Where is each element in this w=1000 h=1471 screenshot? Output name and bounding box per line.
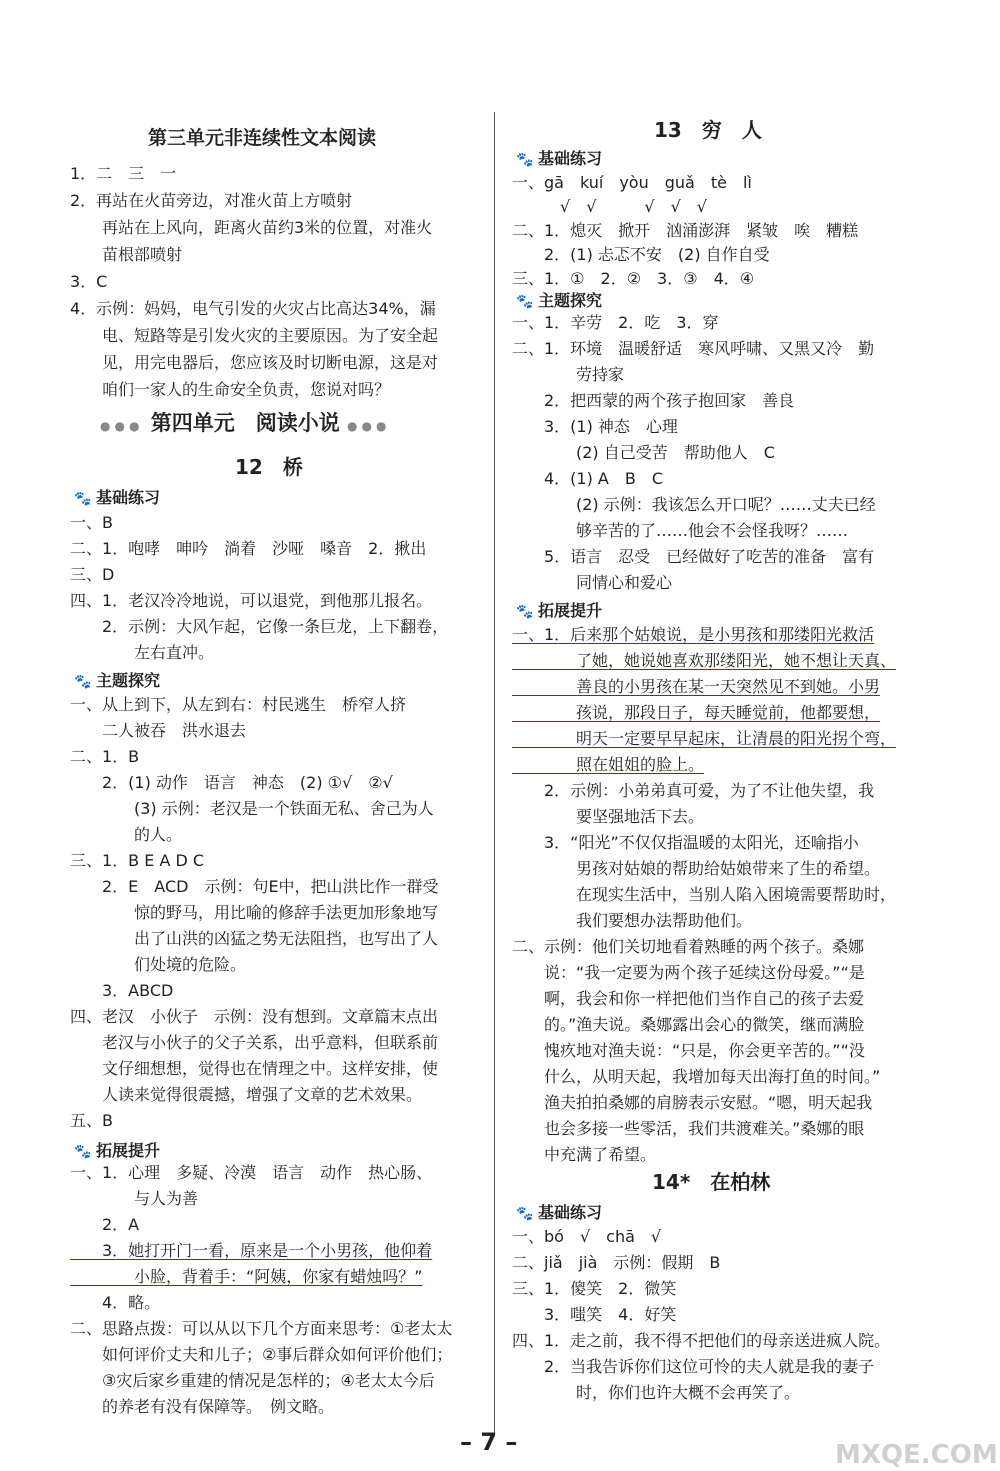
heading-label: 主题探究 [538, 291, 603, 310]
answer-line: 一、1．辛劳 2．吃 3．穿 [512, 313, 719, 332]
heading-basic-12 [74, 485, 160, 508]
answer-line: 一、1．后来那个姑娘说，是小男孩和那缕阳光救活 [512, 625, 875, 644]
heading-label: 基础练习 [538, 1203, 603, 1222]
heading-theme-12 [74, 668, 160, 691]
answer-line: 咱们一家人的生命安全负责，您说对吗？ [70, 380, 391, 399]
answer-line: 2．当我告诉你们这位可怜的夫人就是我的妻子 [512, 1357, 875, 1376]
answer-line: 明天一定要早早起床，让清晨的阳光拐个弯， [512, 729, 897, 748]
answer-line: 出了山洪的凶猛之势无法阻挡，也写出了人 [70, 929, 439, 948]
answer-line: 劳持家 [512, 365, 625, 384]
answer-line: 同情心和爱心 [512, 573, 673, 592]
answer-line: 3．“阳光”不仅仅指温暖的太阳光，还喻指小 [512, 833, 859, 852]
answer-line: 们处境的危险。 [70, 955, 247, 974]
answer-line: 电、短路等是引发火灾的主要原因。为了安全起 [70, 326, 439, 345]
answer-line: 三、D [70, 565, 115, 584]
answer-line: 3．C [70, 272, 108, 291]
answer-line: 苗根部喷射 [70, 245, 183, 264]
answer-line: (3) 示例：老汉是一个铁面无私、舍己为人 [70, 799, 434, 818]
paw-icon: 🐾 [74, 674, 92, 690]
answer-line: 二、1．咆哮 呻吟 淌着 沙哑 嗓音 2．揪出 [70, 539, 427, 558]
answer-line: (2) 自己受苦 帮助他人 C [512, 443, 775, 462]
answer-line: 男孩对姑娘的帮助给姑娘带来了生的希望。 [512, 859, 881, 878]
answer-line: 啊，我会和你一样把他们当作自己的孩子去爱 [512, 989, 865, 1008]
answer-line: 二、1．环境 温暖舒适 寒风呼啸、又黑又冷 勤 [512, 339, 875, 358]
answer-line: 渔夫拍拍桑娜的肩膀表示安慰。“嗯，明天起我 [512, 1093, 873, 1112]
answer-line: 一、1．心理 多疑、冷漠 语言 动作 热心肠、 [70, 1163, 433, 1182]
heading-basic-14 [516, 1200, 602, 1223]
answer-line: 三、1．傻笑 2．微笑 [512, 1279, 677, 1298]
answer-line: 愧疚地对渔夫说：“只是，你会更辛苦的。”“没 [512, 1041, 865, 1060]
lesson-13-title: 13 穷 人 [654, 118, 762, 142]
answer-line: 二人被吞 洪水退去 [70, 721, 247, 740]
answer-line: 2．(1) 忐忑不安 (2) 自作自受 [512, 245, 770, 264]
answer-line: 老汉与小伙子的父子关系，出乎意料，但联系前 [70, 1033, 439, 1052]
answer-line: 2．把西蒙的两个孩子抱回家 善良 [512, 391, 795, 410]
answer-line: 再站在上风向，距离火苗约3米的位置，对准火 [70, 218, 433, 237]
lesson-14-title: 14* 在柏林 [652, 1170, 771, 1194]
answer-line: 如何评价丈夫和儿子；②事后群众如何评价他们； [70, 1345, 453, 1364]
answer-line: 够辛苦的了……他会不会怪我呀？…… [512, 521, 849, 540]
banner-dots-left: ●●● [100, 419, 144, 433]
answer-line: 一、gā kuí yòu guǎ tè lì [512, 173, 752, 192]
answer-line: 2．A [70, 1215, 140, 1234]
answer-line: 照在姐姐的脸上。 [512, 755, 705, 774]
answer-line: 4．示例：妈妈，电气引发的火灾占比高达34%，漏 [70, 299, 436, 318]
answer-line: 4．(1) A B C [512, 469, 664, 488]
answer-line: 二、jiǎ jià 示例：假期 B [512, 1253, 721, 1272]
answer-line: 孩说，那段日子，每天睡觉前，他都要想， [512, 703, 881, 722]
answer-line: 时，你们也许大概不会再笑了。 [512, 1383, 801, 1402]
page-number: – 7 – [460, 1428, 518, 1456]
answer-line: 的养老有没有保障等。 例文略。 [70, 1397, 335, 1416]
heading-label: 基础练习 [538, 149, 603, 168]
banner-dots-right: ●●● [347, 419, 391, 433]
paw-icon: 🐾 [516, 294, 534, 310]
unit4-title: 第四单元 阅读小说 [150, 411, 340, 435]
heading-ext-13 [516, 598, 602, 621]
answer-line: 二、示例：他们关切地看着熟睡的两个孩子。桑娜 [512, 937, 865, 956]
paw-icon: 🐾 [516, 1206, 534, 1222]
answer-line: 人读来觉得很震撼，增强了文章的艺术效果。 [70, 1085, 423, 1104]
answer-line: 小脸，背着手：“阿姨，你家有蜡烛吗？” [70, 1267, 423, 1286]
answer-line: 2．示例：大风乍起，它像一条巨龙，上下翻卷， [70, 617, 449, 636]
answer-line: 二、1．B [70, 747, 140, 766]
section-title-unit3: 第三单元非连续性文本阅读 [148, 127, 377, 149]
answer-line: 一、从上到下，从左到右：村民逃生 桥窄人挤 [70, 695, 407, 714]
answer-line: 4．略。 [70, 1293, 161, 1312]
heading-theme-13 [516, 288, 602, 311]
paw-icon: 🐾 [516, 604, 534, 620]
heading-label: 拓展提升 [538, 601, 603, 620]
answer-line: 二、思路点拨：可以从以下几个方面来思考：①老太太 [70, 1319, 453, 1338]
answer-line: 四、1．老汉冷冷地说，可以退党，到他那儿报名。 [70, 591, 433, 610]
answer-line: 2．示例：小弟弟真可爱，为了不让他失望，我 [512, 781, 875, 800]
answer-line: 2．(1) 动作 语言 神态 (2) ①√ ②√ [70, 773, 393, 792]
answer-line: 三、1．① 2．② 3．③ 4．④ [512, 269, 755, 288]
answer-line: ③灾后家乡重建的情况是怎样的；④老太太今后 [70, 1371, 435, 1390]
answer-line: 我们要想办法帮助他们。 [512, 911, 753, 930]
answer-line: 也会多接一些零活，我们共渡难关。”桑娜的眼 [512, 1119, 865, 1138]
answer-line: 四、老汉 小伙子 示例：没有想到。文章篇末点出 [70, 1007, 439, 1026]
heading-ext-12 [74, 1138, 160, 1161]
answer-line: 三、1．B E A D C [70, 851, 205, 870]
answer-line: 的。”渔夫说。桑娜露出会心的微笑，继而满脸 [512, 1015, 865, 1034]
paw-icon: 🐾 [74, 1144, 92, 1160]
answer-line: 的人。 [70, 825, 183, 844]
answer-line: √ √ √ √ √ [512, 197, 707, 216]
heading-label: 拓展提升 [96, 1141, 161, 1160]
answer-line: 五、B [70, 1111, 113, 1130]
answer-line: 一、bó √ chā √ [512, 1227, 662, 1246]
answer-line: 与人为善 [70, 1189, 199, 1208]
heading-basic-13 [516, 146, 602, 169]
column-divider [494, 112, 495, 1434]
watermark-text: MXQE.COM [835, 1440, 998, 1470]
answer-line: 要坚强地活下去。 [512, 807, 705, 826]
answer-line: 什么，从明天起，我增加每天出海打鱼的时间。” [512, 1067, 881, 1086]
answer-line: 惊的野马，用比喻的修辞手法更加形象地写 [70, 903, 439, 922]
answer-line: 在现实生活中，当别人陷入困境需要帮助时， [512, 885, 897, 904]
lesson-12-title: 12 桥 [235, 455, 303, 479]
answer-line: 左右直冲。 [70, 643, 215, 662]
answer-line: 2．再站在火苗旁边，对准火苗上方喷射 [70, 191, 353, 210]
answer-line: 一、B [70, 513, 113, 532]
paw-icon: 🐾 [516, 152, 534, 168]
heading-label: 基础练习 [96, 488, 161, 507]
answer-line: 3．她打开门一看，原来是一个小男孩，他仰着 [70, 1241, 433, 1260]
answer-line: (2) 示例：我该怎么开口呢？……丈夫已经 [512, 495, 876, 514]
paw-icon: 🐾 [74, 491, 92, 507]
answer-line: 二、1．熄灭 掀开 汹涌澎湃 紧皱 唉 糟糕 [512, 221, 859, 240]
answer-line: 1．二 三 一 [70, 164, 177, 183]
answer-line: 3．(1) 神态 心理 [512, 417, 678, 436]
answer-line: 见，用完电器后，您应该及时切断电源，这是对 [70, 353, 439, 372]
answer-line: 3．ABCD [70, 981, 174, 1000]
unit4-banner [100, 407, 390, 437]
answer-line: 四、1．走之前，我不得不把他们的母亲送进疯人院。 [512, 1331, 891, 1350]
answer-line: 说：“我一定要为两个孩子延续这份母爱。”“是 [512, 963, 865, 982]
answer-line: 3．嗤笑 4．好笑 [512, 1305, 677, 1324]
answer-line: 了她，她说她喜欢那缕阳光，她不想让天真、 [512, 651, 897, 670]
answer-line: 5．语言 忍受 已经做好了吃苦的准备 富有 [512, 547, 875, 566]
answer-line: 善良的小男孩在某一天突然见不到她。小男 [512, 677, 881, 696]
answer-line: 2．E ACD 示例：句E中，把山洪比作一群受 [70, 877, 439, 896]
heading-label: 主题探究 [96, 671, 161, 690]
answer-line: 中充满了希望。 [512, 1145, 657, 1164]
answer-line: 文仔细想想，觉得也在情理之中。这样安排，使 [70, 1059, 439, 1078]
